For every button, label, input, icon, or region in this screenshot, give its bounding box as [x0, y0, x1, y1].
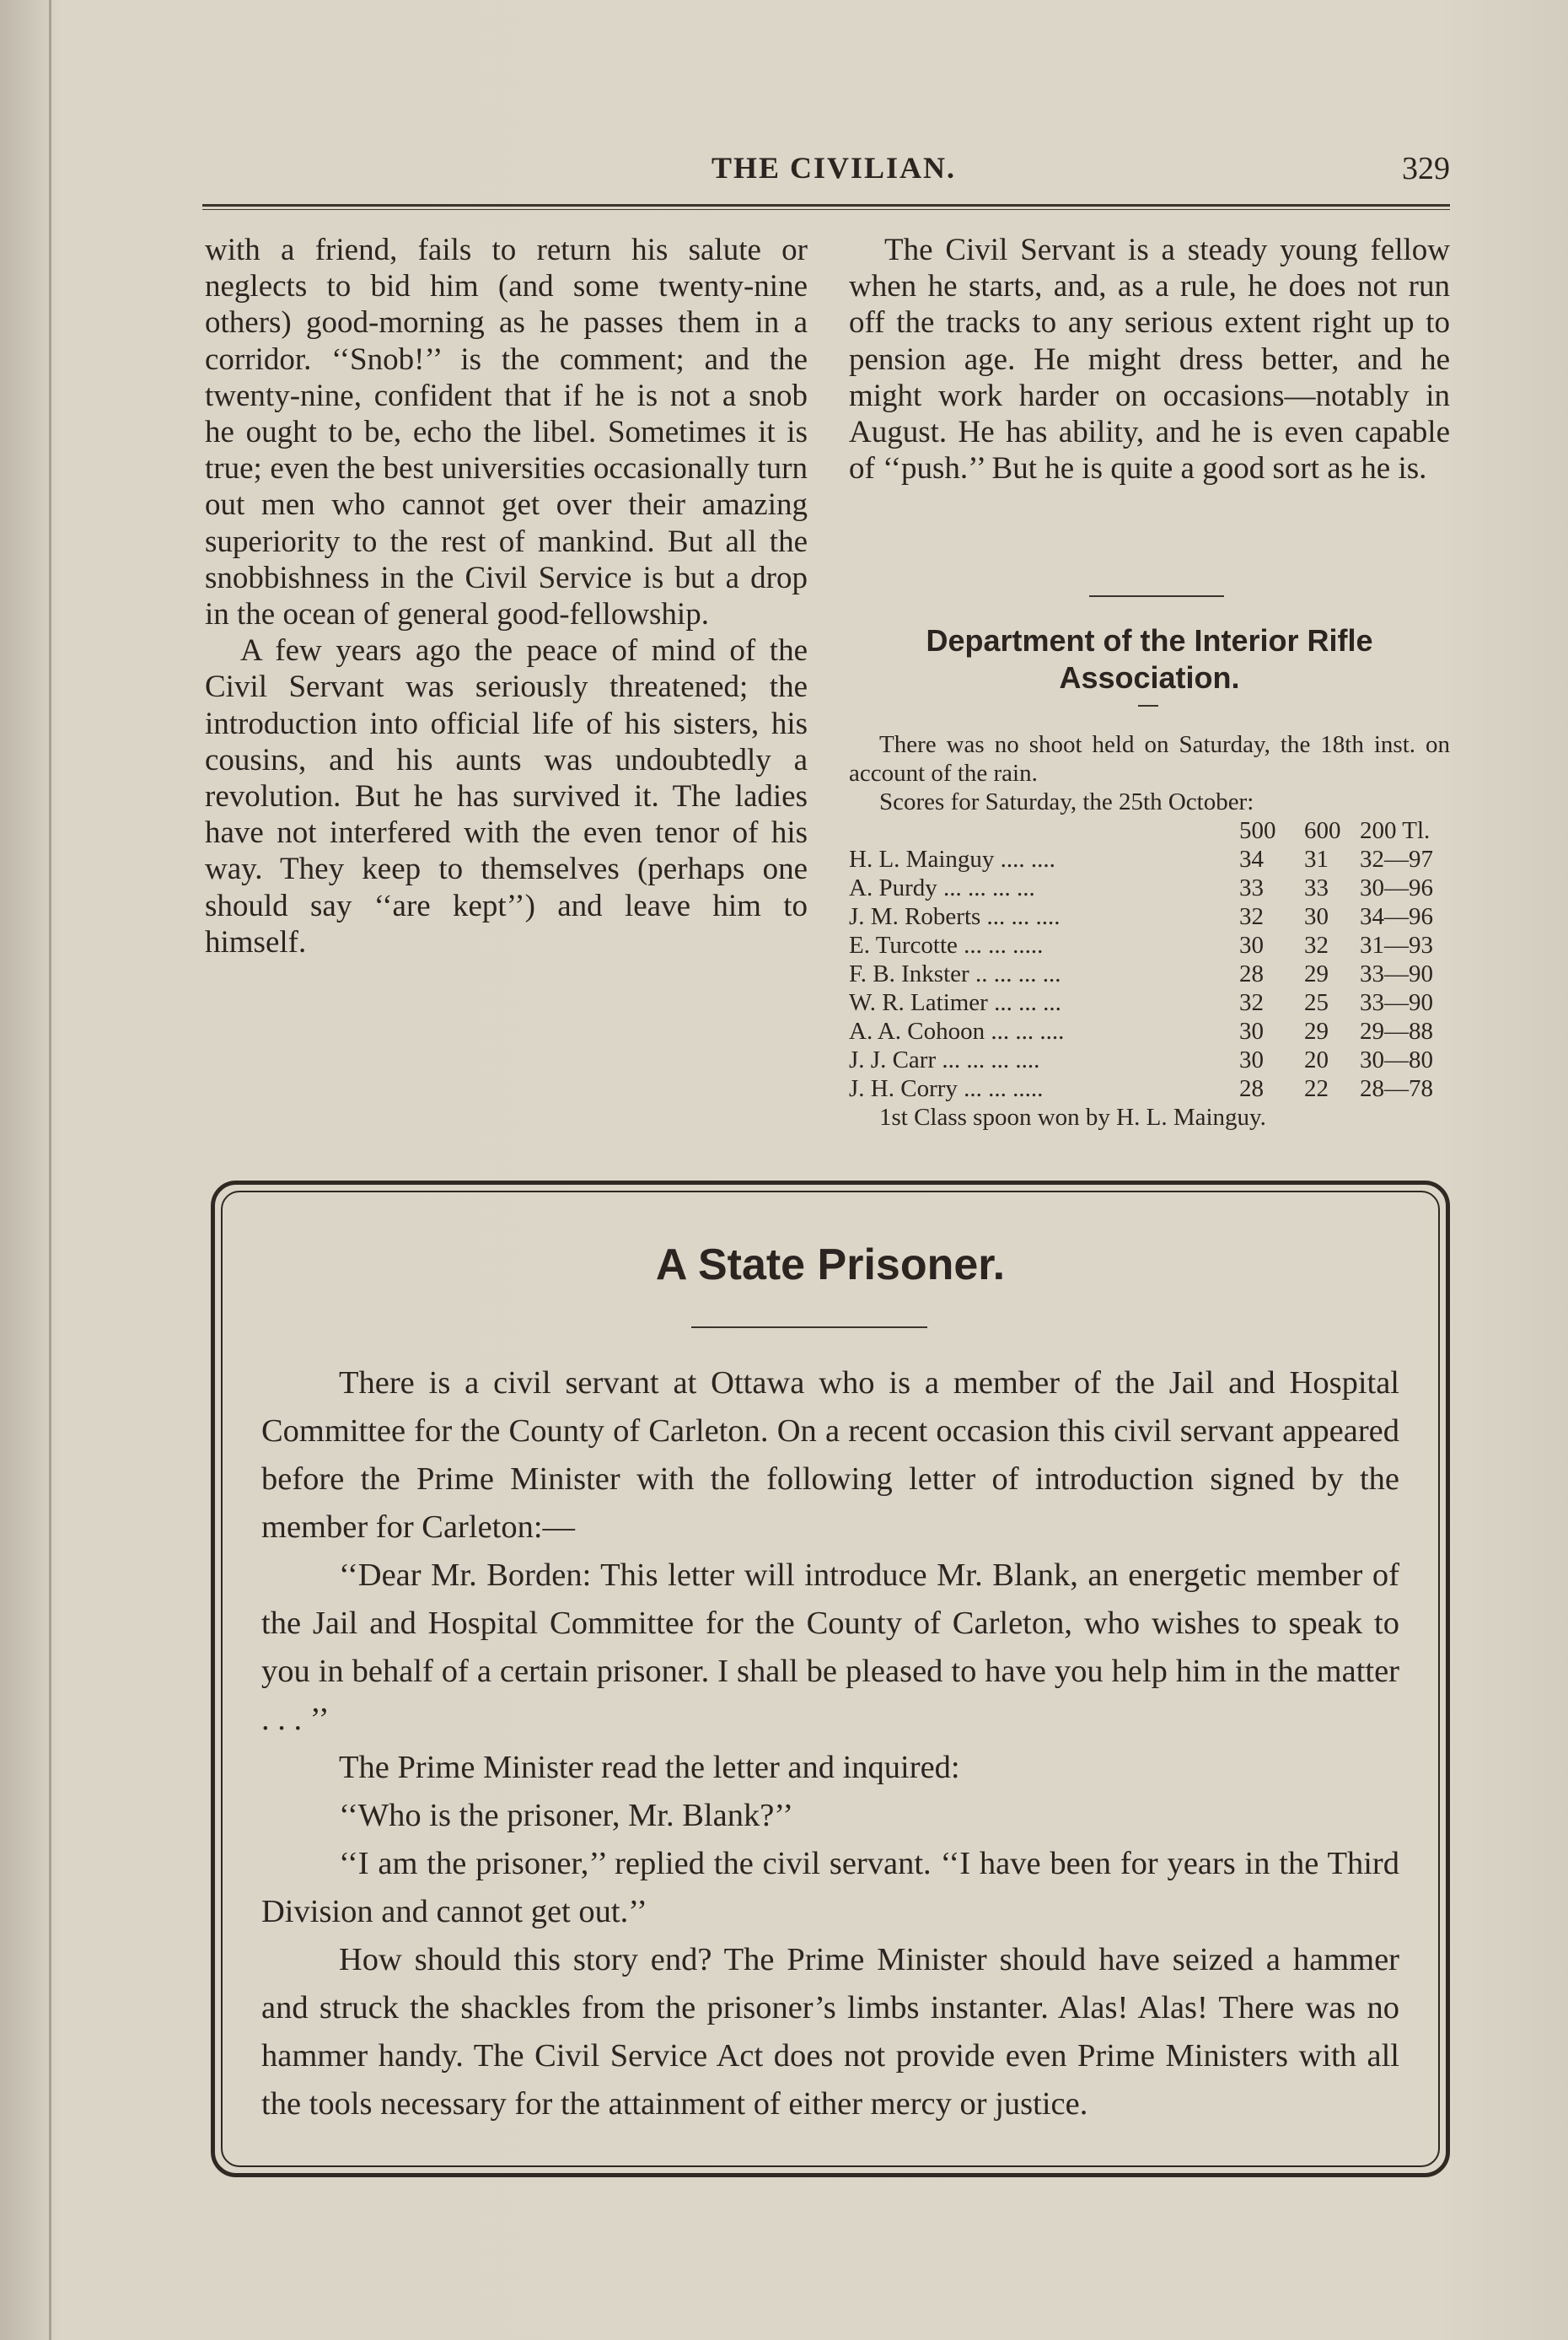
shooter-name — [849, 931, 1043, 960]
story-body — [261, 1359, 1399, 2128]
score-200-total: 30—96 — [1360, 874, 1433, 901]
page-header — [202, 150, 1450, 201]
score-600: 32 — [1304, 932, 1329, 959]
score-row — [849, 988, 1450, 1017]
shooter-name — [849, 988, 1061, 1017]
spoon-winner: 1st Class spoon won by H. L. Mainguy. — [879, 1104, 1266, 1131]
story-paragraph-6: How should this story end? The Prime Minister should have seized a hammer and struck the shackles from the prisoner’s limbs instanter. Alas! Alas! There was no hammer handy. The Civil Service Act does not provide even Prime Ministers with all the tools necessary for the attainment of either mercy or justice. — [261, 1942, 1399, 2122]
column-header-500: 500 — [1239, 817, 1276, 844]
shooter-name-text: A. Purdy — [849, 874, 937, 901]
story-title-rule — [691, 1326, 927, 1328]
story-paragraph-3: The Prime Minister read the letter and inquired: — [339, 1750, 960, 1785]
shooter-name-text: W. R. Latimer — [849, 989, 988, 1016]
right-column — [849, 232, 1450, 487]
score-row — [849, 1046, 1450, 1074]
shooter-name-text: J. H. Corry — [849, 1075, 958, 1102]
score-500: 32 — [1239, 903, 1264, 930]
section-divider — [1089, 595, 1224, 597]
score-column-headers — [849, 816, 1450, 845]
rifle-note: There was no shoot held on Saturday, the 18th inst. on account of the rain. — [849, 731, 1450, 787]
score-500: 32 — [1239, 989, 1264, 1016]
column-header-200-total: 200 Tl. — [1360, 817, 1431, 844]
leader-dots: ... ... ... — [994, 989, 1061, 1016]
score-row — [849, 874, 1450, 902]
scores-intro: Scores for Saturday, the 25th October: — [879, 788, 1254, 815]
shooter-name-text: F. B. Inkster — [849, 960, 969, 987]
running-title: THE CIVILIAN. — [712, 151, 957, 185]
left-paragraph-1: with a friend, fails to return his salute or neglects to bid him (and some twenty-nine others) good-morning as he passes them in a corridor. ‘‘Snob!’’ is the comment; and the twenty-nine, confident that if he is not a snob he ought to be, echo the libel. Sometimes it is true; even the best universities occasionally turn out men who cannot get over their amazing superiority to the rest of mankind. But all the snobbishness in the Civil Service is but a drop in the ocean of general good-fellowship. — [205, 233, 808, 632]
score-row — [849, 1017, 1450, 1046]
story-paragraph-1: There is a civil servant at Ottawa who is a member of the Jail and Hospital Committee for the County of Carleton. On a recent occasion this civil servant appeared before the Prime Minister with the following letter of introduction signed by the member for Carleton:— — [261, 1365, 1399, 1545]
score-500: 28 — [1239, 1075, 1264, 1102]
heading-dash — [1138, 705, 1158, 707]
score-600: 33 — [1304, 874, 1329, 901]
shooter-name — [849, 845, 1055, 874]
shooter-name — [849, 1074, 1043, 1103]
score-500: 33 — [1239, 874, 1264, 901]
score-200-total: 29—88 — [1360, 1018, 1433, 1045]
shooter-name-text: E. Turcotte — [849, 932, 958, 959]
shooter-name — [849, 1046, 1039, 1074]
shooter-name — [849, 1017, 1064, 1046]
left-paragraph-2: A few years ago the peace of mind of the Civil Servant was seriously threatened; the introduction into official life of his sisters, his cousins, and his aunts was undoubtedly a revolution. But he has survived it. The ladies have not interfered with the even tenor of his way. They keep to themselves (perhaps one should say ‘‘are kept’’) and leave him to himself. — [205, 633, 808, 960]
score-row — [849, 845, 1450, 874]
page-number: 329 — [1402, 151, 1450, 186]
shooter-name-text: H. L. Mainguy — [849, 846, 995, 873]
score-600: 22 — [1304, 1075, 1329, 1102]
score-600: 29 — [1304, 1018, 1329, 1045]
score-200-total: 34—96 — [1360, 903, 1433, 930]
score-500: 30 — [1239, 1018, 1264, 1045]
score-row — [849, 1074, 1450, 1103]
score-600: 25 — [1304, 989, 1329, 1016]
leader-dots: ... ... .... — [986, 903, 1061, 930]
shooter-name — [849, 960, 1061, 988]
leader-dots: .. ... ... ... — [975, 960, 1061, 987]
score-rows — [849, 845, 1450, 1103]
story-paragraph-4: ‘‘Who is the prisoner, Mr. Blank?’’ — [339, 1798, 794, 1833]
score-200-total: 31—93 — [1360, 932, 1433, 959]
score-200-total: 32—97 — [1360, 846, 1433, 873]
header-rule — [202, 204, 1450, 210]
shooter-name-text: J. M. Roberts — [849, 903, 981, 930]
column-header-600: 600 — [1304, 817, 1341, 844]
score-200-total: 28—78 — [1360, 1075, 1433, 1102]
score-600: 30 — [1304, 903, 1329, 930]
leader-dots: ... ... .... — [991, 1018, 1065, 1045]
story-paragraph-5: ‘‘I am the prisoner,’’ replied the civil servant. ‘‘I have been for years in the Third Division and cannot get out.’’ — [261, 1846, 1399, 1929]
rifle-association-heading: Department of the Interior Rifle Association. — [926, 623, 1373, 695]
right-paragraph-1: The Civil Servant is a steady young fellow when he starts, and, as a rule, he does not run off the tracks to any serious extent right up to pension age. He might dress better, and he might work harder on occasions—notably in August. He has ability, and he is even capable of ‘‘push.’’ But he is quite a good sort as he is. — [849, 233, 1450, 487]
score-200-total: 30—80 — [1360, 1046, 1433, 1073]
rifle-scores — [849, 730, 1450, 1132]
score-600: 20 — [1304, 1046, 1329, 1073]
score-200-total: 33—90 — [1360, 960, 1433, 987]
left-column — [205, 232, 808, 960]
shooter-name — [849, 874, 1035, 902]
score-row — [849, 931, 1450, 960]
score-200-total: 33—90 — [1360, 989, 1433, 1016]
score-500: 28 — [1239, 960, 1264, 987]
leader-dots: ... ... ..... — [964, 932, 1044, 959]
score-500: 30 — [1239, 1046, 1264, 1073]
score-row — [849, 960, 1450, 988]
leader-dots: ... ... ... .... — [942, 1046, 1040, 1073]
binding-gutter — [49, 0, 51, 2340]
shooter-name — [849, 902, 1061, 931]
score-500: 30 — [1239, 932, 1264, 959]
leader-dots: .... .... — [1000, 846, 1055, 873]
score-500: 34 — [1239, 846, 1264, 873]
leader-dots: ... ... ..... — [964, 1075, 1044, 1102]
story-paragraph-2: ‘‘Dear Mr. Borden: This letter will introduce Mr. Blank, an energetic member of the Jail and Hospital Committee for the County of Carleton, who wishes to speak to you in behalf of a certain prisoner. I shall be pleased to have you help him in the matter . . . ’’ — [261, 1557, 1399, 1737]
leader-dots: ... ... ... ... — [942, 874, 1035, 901]
story-title: A State Prisoner. — [655, 1240, 1006, 1289]
score-row — [849, 902, 1450, 931]
shooter-name-text: J. J. Carr — [849, 1046, 937, 1073]
score-600: 31 — [1304, 846, 1329, 873]
shooter-name-text: A. A. Cohoon — [849, 1018, 985, 1045]
score-600: 29 — [1304, 960, 1329, 987]
